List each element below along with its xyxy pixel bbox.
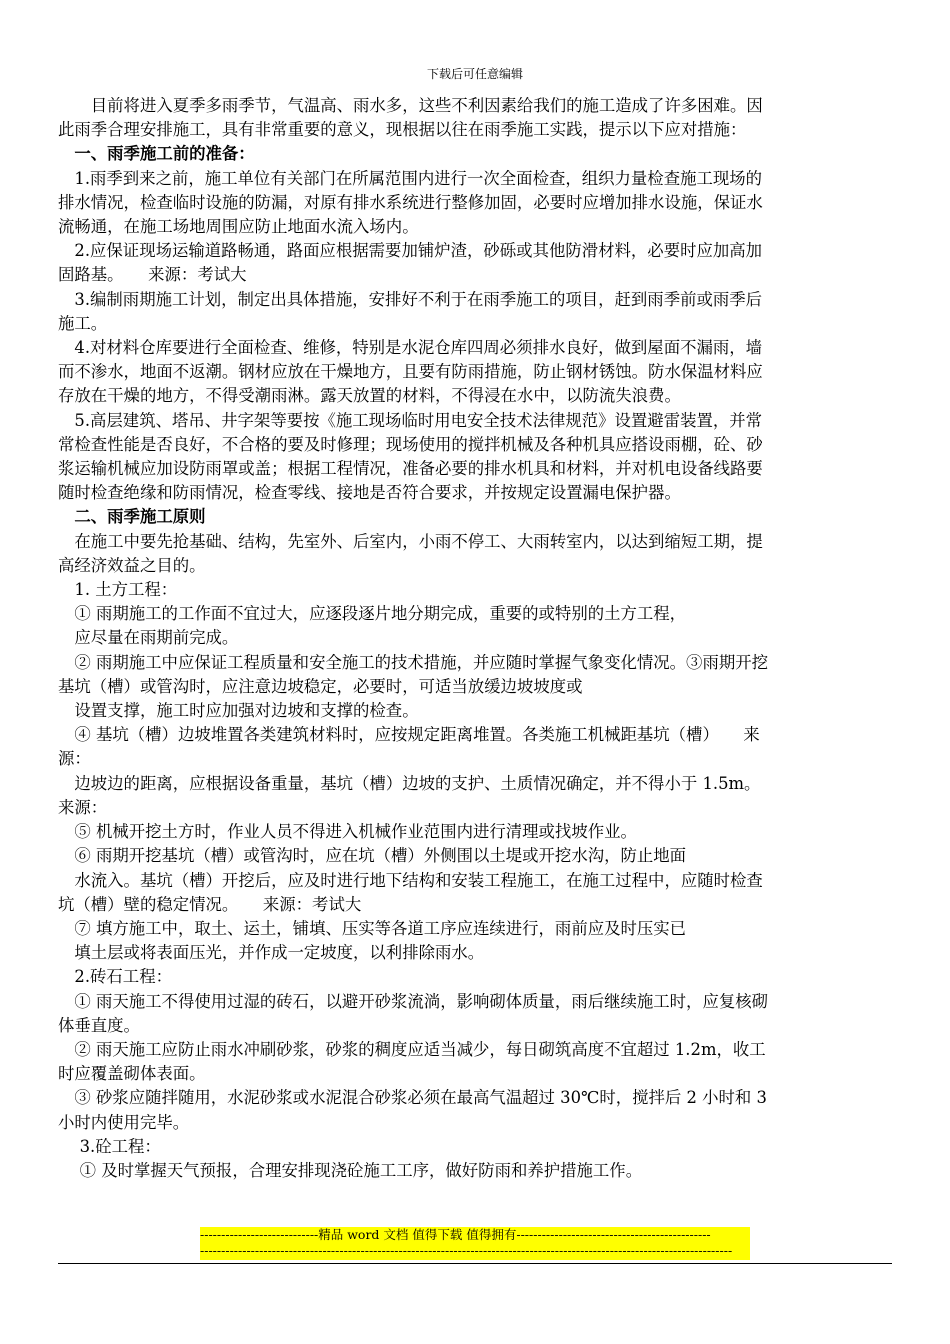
body-line: ① 雨天施工不得使用过湿的砖石，以避开砂浆流淌，影响砌体质量，雨后继续施工时，应复核砌 [58, 991, 769, 1011]
body-line: 高经济效益之目的。 [58, 555, 206, 575]
body-line: 2.应保证现场运输道路畅通，路面应根据需要加铺炉渣，砂砾或其他防滑材料，必要时应加高加 [58, 241, 763, 261]
body-line: 随时检查绝缘和防雨情况，检查零线、接地是否符合要求，并按规定设置漏电保护器。 [58, 483, 681, 503]
body-line: 2.砖石工程： [58, 967, 172, 987]
footer-banner-line-2: ------------------------------------------------------------------------------------------------------------------------------ [200, 1243, 733, 1258]
body-line: 在施工中要先抢基础、结构，先室外、后室内，小雨不停工、大雨转室内，以达到缩短工期，提 [58, 531, 763, 551]
body-line: 施工。 [58, 313, 108, 333]
body-line: ② 雨期施工中应保证工程质量和安全施工的技术措施，并应随时掌握气象变化情况。③雨期开挖 [58, 652, 769, 672]
body-line: 5.高层建筑、塔吊、井字架等要按《施工现场临时用电安全技术法律规范》设置避雷装置，并常 [58, 410, 763, 430]
body-line: 浆运输机械应加设防雨罩或盖；根据工程情况，准备必要的排水机具和材料，并对机电设备线路要 [58, 459, 763, 479]
body-line: 目前将进入夏季多雨季节，气温高、雨水多，这些不利因素给我们的施工造成了许多困难。因 [58, 96, 763, 115]
body-line: ④ 基坑（槽）边坡堆置各类建筑材料时，应按规定距离堆置。各类施工机械距基坑（槽） 来 [58, 725, 760, 745]
body-line: 1. 土方工程： [58, 580, 178, 600]
body-line: 而不渗水，地面不返潮。钢材应放在干燥地方，且要有防雨措施，防止钢材锈蚀。防水保温材料应 [58, 362, 763, 382]
body-line: 设置支撑，施工时应加强对边坡和支撑的检查。 [58, 701, 419, 721]
body-line: 源： [58, 749, 91, 769]
footer-highlight-banner [200, 1227, 750, 1260]
body-line: 此雨季合理安排施工，具有非常重要的意义，现根据以往在雨季施工实践，提示以下应对措施： [58, 120, 747, 140]
body-line: 边坡边的距离，应根据设备重量，基坑（槽）边坡的支护、土质情况确定，并不得小于 1.5m。 [58, 773, 761, 793]
footer-banner-line-1: ----------------------------精品 word 文档 值得下载 值得拥有---------------------------------------------- [200, 1227, 711, 1242]
body-line: 固路基。 来源：考试大 [58, 265, 247, 285]
body-line: ① 及时掌握天气预报，合理安排现浇砼施工工序，做好防雨和养护措施工作。 [58, 1160, 643, 1180]
body-line: 体垂直度。 [58, 1015, 140, 1035]
body-line: ⑥ 雨期开挖基坑（槽）或管沟时，应在坑（槽）外侧围以土堤或开挖水沟，防止地面 [58, 846, 687, 866]
body-line: 来源： [58, 797, 108, 817]
document-body [58, 94, 890, 1183]
page-header: 下载后可任意编辑 [426, 67, 523, 81]
body-line: 应尽量在雨期前完成。 [58, 628, 239, 648]
body-line: ⑤ 机械开挖土方时，作业人员不得进入机械作业范围内进行清理或找坡作业。 [58, 822, 637, 842]
body-line: 排水情况，检查临时设施的防漏，对原有排水系统进行整修加固，必要时应增加排水设施，保证水 [58, 192, 763, 212]
section-heading: 二、雨季施工原则 [58, 507, 206, 527]
body-line: 4.对材料仓库要进行全面检查、维修，特别是水泥仓库四周必须排水良好，做到屋面不漏雨，墙 [58, 338, 763, 358]
body-line: 基坑（槽）或管沟时，应注意边坡稳定，必要时，可适当放缓边坡坡度或 [58, 676, 583, 696]
body-line: ① 雨期施工的工作面不宜过大，应逐段逐片地分期完成，重要的或特别的土方工程， [58, 604, 687, 624]
body-line: 时应覆盖砌体表面。 [58, 1064, 206, 1084]
body-line: 3.砼工程： [58, 1136, 161, 1156]
body-line: ② 雨天施工应防止雨水冲刷砂浆，砂浆的稠度应适当减少，每日砌筑高度不宜超过 1.2m，收工 [58, 1039, 766, 1059]
body-line: 常检查性能是否良好，不合格的要及时修理；现场使用的搅拌机械及各种机具应搭设雨棚，砼、砂 [58, 434, 763, 454]
body-line: 流畅通，在施工场地周围应防止地面水流入场内。 [58, 217, 419, 237]
body-line: ③ 砂浆应随拌随用，水泥砂浆或水泥混合砂浆必须在最高气温超过 30℃时，搅拌后 2 小时和 3 [58, 1088, 767, 1108]
body-line: 坑（槽）壁的稳定情况。 来源：考试大 [58, 894, 362, 914]
footer-divider [58, 1263, 892, 1264]
body-line: 小时内使用完毕。 [58, 1112, 190, 1132]
body-line: 1.雨季到来之前，施工单位有关部门在所属范围内进行一次全面检查，组织力量检查施工现场的 [58, 168, 763, 188]
body-line: 填土层或将表面压光，并作成一定坡度，以利排除雨水。 [58, 943, 485, 963]
section-heading: 一、雨季施工前的准备： [58, 144, 255, 164]
body-line: 水流入。基坑（槽）开挖后，应及时进行地下结构和安装工程施工，在施工过程中，应随时检查 [58, 870, 763, 890]
body-line: 3.编制雨期施工计划，制定出具体措施，安排好不利于在雨季施工的项目，赶到雨季前或雨季后 [58, 289, 763, 309]
body-line: 存放在干燥的地方，不得受潮雨淋。露天放置的材料，不得浸在水中，以防流失浪费。 [58, 386, 681, 406]
body-line: ⑦ 填方施工中，取土、运土，铺填、压实等各道工序应连续进行，雨前应及时压实已 [58, 918, 687, 938]
